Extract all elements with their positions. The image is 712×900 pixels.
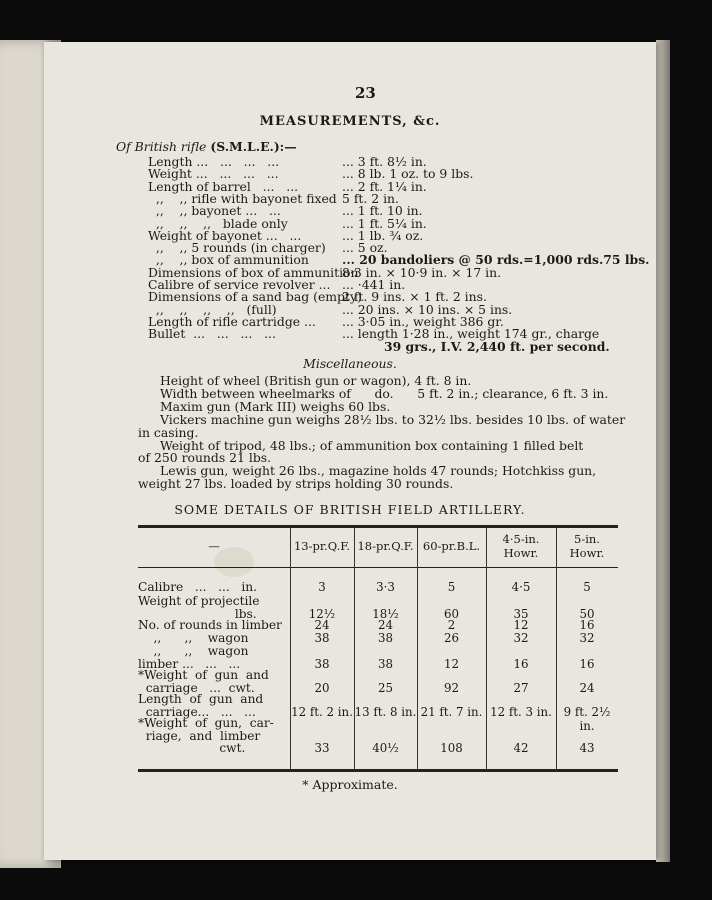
rifle-heading: Of British rifle (S.M.L.E.):— — [116, 139, 297, 154]
rifle-line-value: ... 1 ft. 5¼ in. — [342, 215, 427, 231]
table-cell: 60 — [443, 606, 459, 621]
rifle-line-value: ... 3·05 in., weight 386 gr. — [342, 313, 504, 329]
table-column-divider — [354, 528, 355, 769]
table-column-divider — [556, 528, 557, 769]
table-row-label: *Weight of gun and — [138, 668, 269, 682]
rifle-line-label: Dimensions of a sand bag (empty) — [148, 289, 362, 305]
table-column-divider — [290, 528, 291, 769]
table-column-header: — — [208, 539, 220, 553]
table-cell: 40½ — [372, 741, 399, 755]
misc-line: Height of wheel (British gun or wagon), 4 ft. 8 in. — [160, 373, 472, 388]
rifle-line-value: ... length 1·28 in., weight 174 gr., charge — [342, 326, 600, 342]
table-cell: 18½ — [372, 606, 399, 621]
table-cell: 42 — [513, 741, 529, 755]
table-cell: 5 — [583, 580, 591, 594]
misc-line: Lewis gun, weight 26 lbs., magazine holds 47 rounds; Hotchkiss gun, — [160, 463, 597, 479]
rifle-line-value: ... 2 ft. 1¼ in. — [342, 178, 427, 194]
misc-line: Width between wheelmarks of do. 5 ft. 2 in.; clearance, 6 ft. 3 in. — [160, 385, 609, 401]
rifle-line-value: ... ·441 in. — [342, 277, 406, 292]
table-cell: 24 — [314, 618, 330, 632]
rifle-line-label: Length of barrel ... ... — [148, 178, 299, 194]
table-cell: 38 — [314, 631, 330, 645]
table-row-label: ,, ,, wagon — [138, 631, 249, 645]
rifle-line-value: ... 5 oz. — [342, 240, 388, 256]
rifle-line-value: ... 20 bandoliers @ 50 rds.=1,000 rds.75 lbs. — [342, 252, 650, 268]
rifle-line-label: ,, ,, rifle with bayonet fixed — [148, 190, 337, 206]
table-cell: 12 — [443, 656, 459, 671]
rifle-line-label: Length of rifle cartridge ... — [148, 313, 316, 329]
table-column-divider — [486, 528, 487, 769]
table-row-label: lbs. — [138, 606, 257, 621]
table-cell: 16 — [513, 656, 529, 671]
misc-line: in casing. — [138, 424, 199, 440]
page-number: 23 — [355, 84, 376, 102]
artillery-heading: SOME DETAILS OF BRITISH FIELD ARTILLERY. — [174, 502, 526, 517]
table-cell: 32 — [513, 631, 529, 645]
table-row-label: *Weight of gun, car- — [138, 716, 274, 730]
rifle-line-label: Calibre of service revolver ... — [148, 277, 331, 292]
rifle-line-label: ,, ,, ,, blade only — [148, 215, 288, 231]
rifle-line-label: Weight ... ... ... ... — [148, 166, 279, 182]
rifle-line-value: ... 8 lb. 1 oz. to 9 lbs. — [342, 166, 474, 182]
table-cell: 24 — [579, 680, 595, 695]
footnote: * Approximate. — [302, 777, 398, 792]
table-column-header: 60-pr.B.L. — [422, 539, 481, 553]
misc-line: Maxim gun (Mark III) weighs 60 lbs. — [160, 398, 391, 414]
rifle-line-label: Dimensions of box of ammunition — [148, 264, 359, 280]
table-cell: 16 — [579, 656, 595, 671]
table-cell: 4·5 — [511, 580, 531, 594]
table-cell: 13 ft. 8 in. — [354, 704, 417, 719]
table-cell: 92 — [443, 680, 459, 695]
rifle-line-label: Weight of bayonet ... ... — [148, 227, 302, 243]
table-column-header: 4·5-in. Howr. — [502, 532, 540, 560]
table-cell: 35 — [513, 606, 529, 621]
table-row-label: Length of gun and — [138, 692, 264, 706]
table-bottom-rule — [138, 769, 618, 772]
table-row-label: cwt. — [138, 741, 246, 755]
table-cell: 5 — [447, 580, 456, 594]
rifle-line-label: ,, ,, ,, ,, (full) — [148, 301, 277, 317]
table-cell: 2 — [447, 618, 456, 632]
table-cell: 38 — [314, 656, 330, 671]
table-cell: 108 — [440, 741, 463, 755]
book-page — [44, 42, 656, 860]
table-cell: 12½ — [308, 606, 336, 621]
table-cell: 25 — [377, 680, 393, 695]
misc-line: Weight of tripod, 48 lbs.; of ammunition box containing 1 filled belt — [160, 437, 584, 453]
table-cell: 16 — [579, 618, 595, 632]
rifle-line-value: 39 grs., I.V. 2,440 ft. per second. — [384, 338, 610, 354]
table-cell: 26 — [443, 631, 459, 645]
table-cell: 38 — [377, 656, 393, 671]
misc-heading: Miscellaneous. — [303, 356, 397, 371]
table-cell: 9 ft. 2½ in. — [563, 704, 611, 733]
rifle-line-value: 5 ft. 2 in. — [342, 190, 399, 206]
table-cell: 27 — [513, 680, 529, 695]
table-cell: 3·3 — [376, 580, 395, 594]
rifle-line-value: ... 3 ft. 8½ in. — [342, 154, 427, 169]
table-cell: 20 — [314, 680, 330, 695]
page-heading: MEASUREMENTS, &c. — [259, 114, 441, 129]
rifle-line-label: ,, ,, 5 rounds (in charger) — [148, 240, 326, 256]
table-top-rule — [138, 525, 618, 528]
table-row-label: Weight of projectile — [138, 594, 260, 608]
table-column-header: 13-pr.Q.F. — [293, 539, 351, 553]
table-cell: 32 — [579, 631, 595, 645]
rifle-line-value: 2 ft. 9 ins. × 1 ft. 2 ins. — [342, 289, 487, 305]
table-row-label: carriage ... cwt. — [138, 680, 255, 695]
rifle-line-value: ... 1 ft. 10 in. — [342, 203, 423, 219]
table-cell: 33 — [314, 741, 330, 755]
table-cell: 12 — [513, 618, 529, 632]
rifle-line-value: ... 20 ins. × 10 ins. × 5 ins. — [342, 301, 513, 317]
table-cell: 3 — [318, 580, 326, 594]
table-row-label: limber ... ... ... — [138, 656, 241, 671]
rifle-line-value: 8·3 in. × 10·9 in. × 17 in. — [342, 264, 502, 280]
table-row-label: No. of rounds in limber — [138, 618, 282, 632]
rifle-line-label: ,, ,, bayonet ... ... — [148, 203, 281, 219]
rifle-line-value: ... 1 lb. ¾ oz. — [342, 227, 424, 243]
table-row-label: carriage... ... ... — [138, 704, 256, 719]
page-edge — [656, 40, 670, 862]
misc-line: weight 27 lbs. loaded by strips holding 30 rounds. — [138, 476, 454, 492]
table-cell: 12 ft. 2 in. — [291, 704, 353, 719]
misc-line: of 250 rounds 21 lbs. — [138, 450, 272, 466]
rifle-line-label: ,, ,, box of ammunition — [148, 252, 309, 268]
table-column-header: 18-pr.Q.F. — [357, 539, 414, 553]
table-cell: 43 — [579, 741, 595, 755]
table-cell: 12 ft. 3 in. — [490, 704, 552, 719]
table-row-label: Calibre ... ... in. — [138, 580, 257, 594]
rifle-line-label: Length ... ... ... ... — [148, 154, 280, 169]
misc-line: Vickers machine gun weighs 28½ lbs. to 32½ lbs. besides 10 lbs. of water — [160, 411, 626, 427]
table-cell: 21 ft. 7 in. — [420, 704, 483, 719]
table-row-label: ,, ,, wagon — [138, 644, 249, 658]
table-column-header: 5-in. Howr. — [569, 532, 605, 560]
table-cell: 50 — [579, 606, 595, 621]
table-cell: 38 — [377, 631, 393, 645]
table-header-rule — [138, 567, 618, 568]
table-row-label: riage, and limber — [138, 728, 261, 743]
table-cell: 24 — [377, 618, 393, 632]
rifle-line-label: Bullet ... ... ... ... — [148, 326, 276, 342]
table-column-divider — [417, 528, 418, 769]
